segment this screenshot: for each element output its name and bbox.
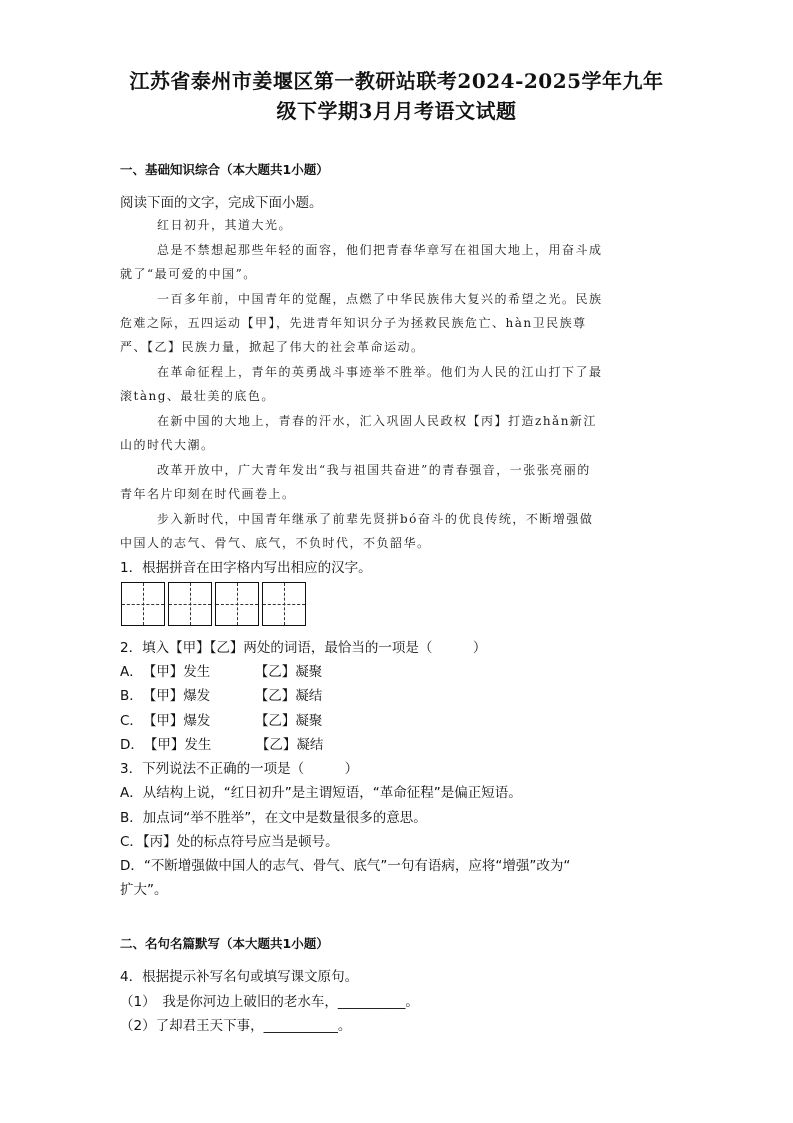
passage-line: 中国人的志气、骨气、底气，不负时代，不负韶华。 (120, 536, 431, 550)
question-2-option (120, 660, 322, 680)
question-2-stem: 2．填入【甲】【乙】两处的词语，最恰当的一项是（ ） (120, 640, 487, 656)
option-letter: A． (120, 664, 143, 680)
passage-line: 在新中国的大地上，青春的汗水，汇入巩固人民政权【丙】打造zhǎn新江 (157, 414, 597, 428)
question-2-option (120, 709, 322, 729)
question-3-option: D．“不断增强做中国人的志气、骨气、底气”一句有语病，应将“增强”改为“ (120, 858, 571, 874)
section-1-heading: 一、基础知识综合（本大题共1小题） (120, 162, 329, 177)
passage-line: 步入新时代，中国青年继承了前辈先贤拼bó奋斗的优良传统，不断增强做 (157, 512, 594, 526)
option-b-text: 【乙】凝聚 (254, 713, 323, 729)
passage-line: 山的时代大潮。 (120, 438, 215, 452)
passage-line: 一百多年前，中国青年的觉醒，点燃了中华民族伟大复兴的希望之光。民族 (157, 292, 603, 306)
tianzige-cell[interactable] (168, 582, 212, 626)
exam-title (100, 66, 693, 126)
passage-line: 青年名片印刻在时代画卷上。 (120, 487, 296, 501)
question-2-option (120, 733, 323, 753)
question-3-option-continued: 扩大”。 (120, 882, 168, 898)
option-b-text: 【乙】凝结 (254, 688, 323, 704)
option-a-text: 【甲】爆发 (142, 688, 211, 704)
section-2-heading: 二、名句名篇默写（本大题共1小题） (120, 936, 329, 951)
passage-line: 危难之际，五四运动【甲】，先进青年知识分子为拯救民族危亡、hàn卫民族尊 (120, 316, 587, 330)
option-letter: C． (120, 713, 143, 729)
passage-line: 就了“最可爱的中国”。 (120, 267, 257, 281)
recitation-item: （2）了却君王天下事，___________。 (120, 1018, 352, 1034)
title-line-2: 级下学期3月月考语文试题 (276, 99, 517, 123)
tianzige-grid (121, 582, 306, 626)
tianzige-cell[interactable] (262, 582, 306, 626)
option-b-text: 【乙】凝聚 (254, 664, 323, 680)
option-a-text: 【甲】发生 (142, 664, 211, 680)
tianzige-cell[interactable] (121, 582, 165, 626)
reading-instruction: 阅读下面的文字，完成下面小题。 (120, 195, 323, 211)
question-1: 1．根据拼音在田字格内写出相应的汉字。 (120, 560, 372, 576)
passage-line: 在革命征程上，青年的英勇战斗事迹举不胜举。他们为人民的江山打下了最 (157, 365, 603, 379)
passage-line: 总是不禁想起那些年轻的面容，他们把青春华章写在祖国大地上，用奋斗成 (157, 243, 603, 257)
passage-line: 红日初升，其道大光。 (157, 218, 293, 232)
passage-line: 改革开放中，广大青年发出“我与祖国共奋进”的青春强音，一张张亮丽的 (157, 463, 591, 477)
question-4-stem: 4．根据提示补写名句或填写课文原句。 (120, 969, 359, 985)
question-3-stem: 3．下列说法不正确的一项是（ ） (120, 761, 359, 777)
passage-line: 严、【乙】民族力量，掀起了伟大的社会革命运动。 (120, 340, 425, 354)
option-letter: B． (120, 688, 143, 704)
question-2-option (120, 684, 322, 704)
question-3-option: B．加点词“举不胜举”，在文中是数量很多的意思。 (120, 810, 427, 826)
passage-line: 滚tàng、最壮美的底色。 (120, 389, 275, 403)
option-a-text: 【甲】爆发 (142, 713, 211, 729)
recitation-item: （1） 我是你河边上破旧的老水车，__________。 (120, 994, 419, 1010)
option-b-text: 【乙】凝结 (255, 737, 324, 753)
option-a-text: 【甲】发生 (143, 737, 212, 753)
title-line-1: 江苏省泰州市姜堰区第一教研站联考2024-2025学年九年 (129, 69, 664, 93)
question-3-option: A．从结构上说，“红日初升”是主谓短语，“革命征程”是偏正短语。 (120, 785, 522, 801)
question-3-option: C．【丙】处的标点符号应当是顿号。 (120, 834, 339, 850)
option-letter: D． (120, 737, 144, 753)
tianzige-cell[interactable] (215, 582, 259, 626)
